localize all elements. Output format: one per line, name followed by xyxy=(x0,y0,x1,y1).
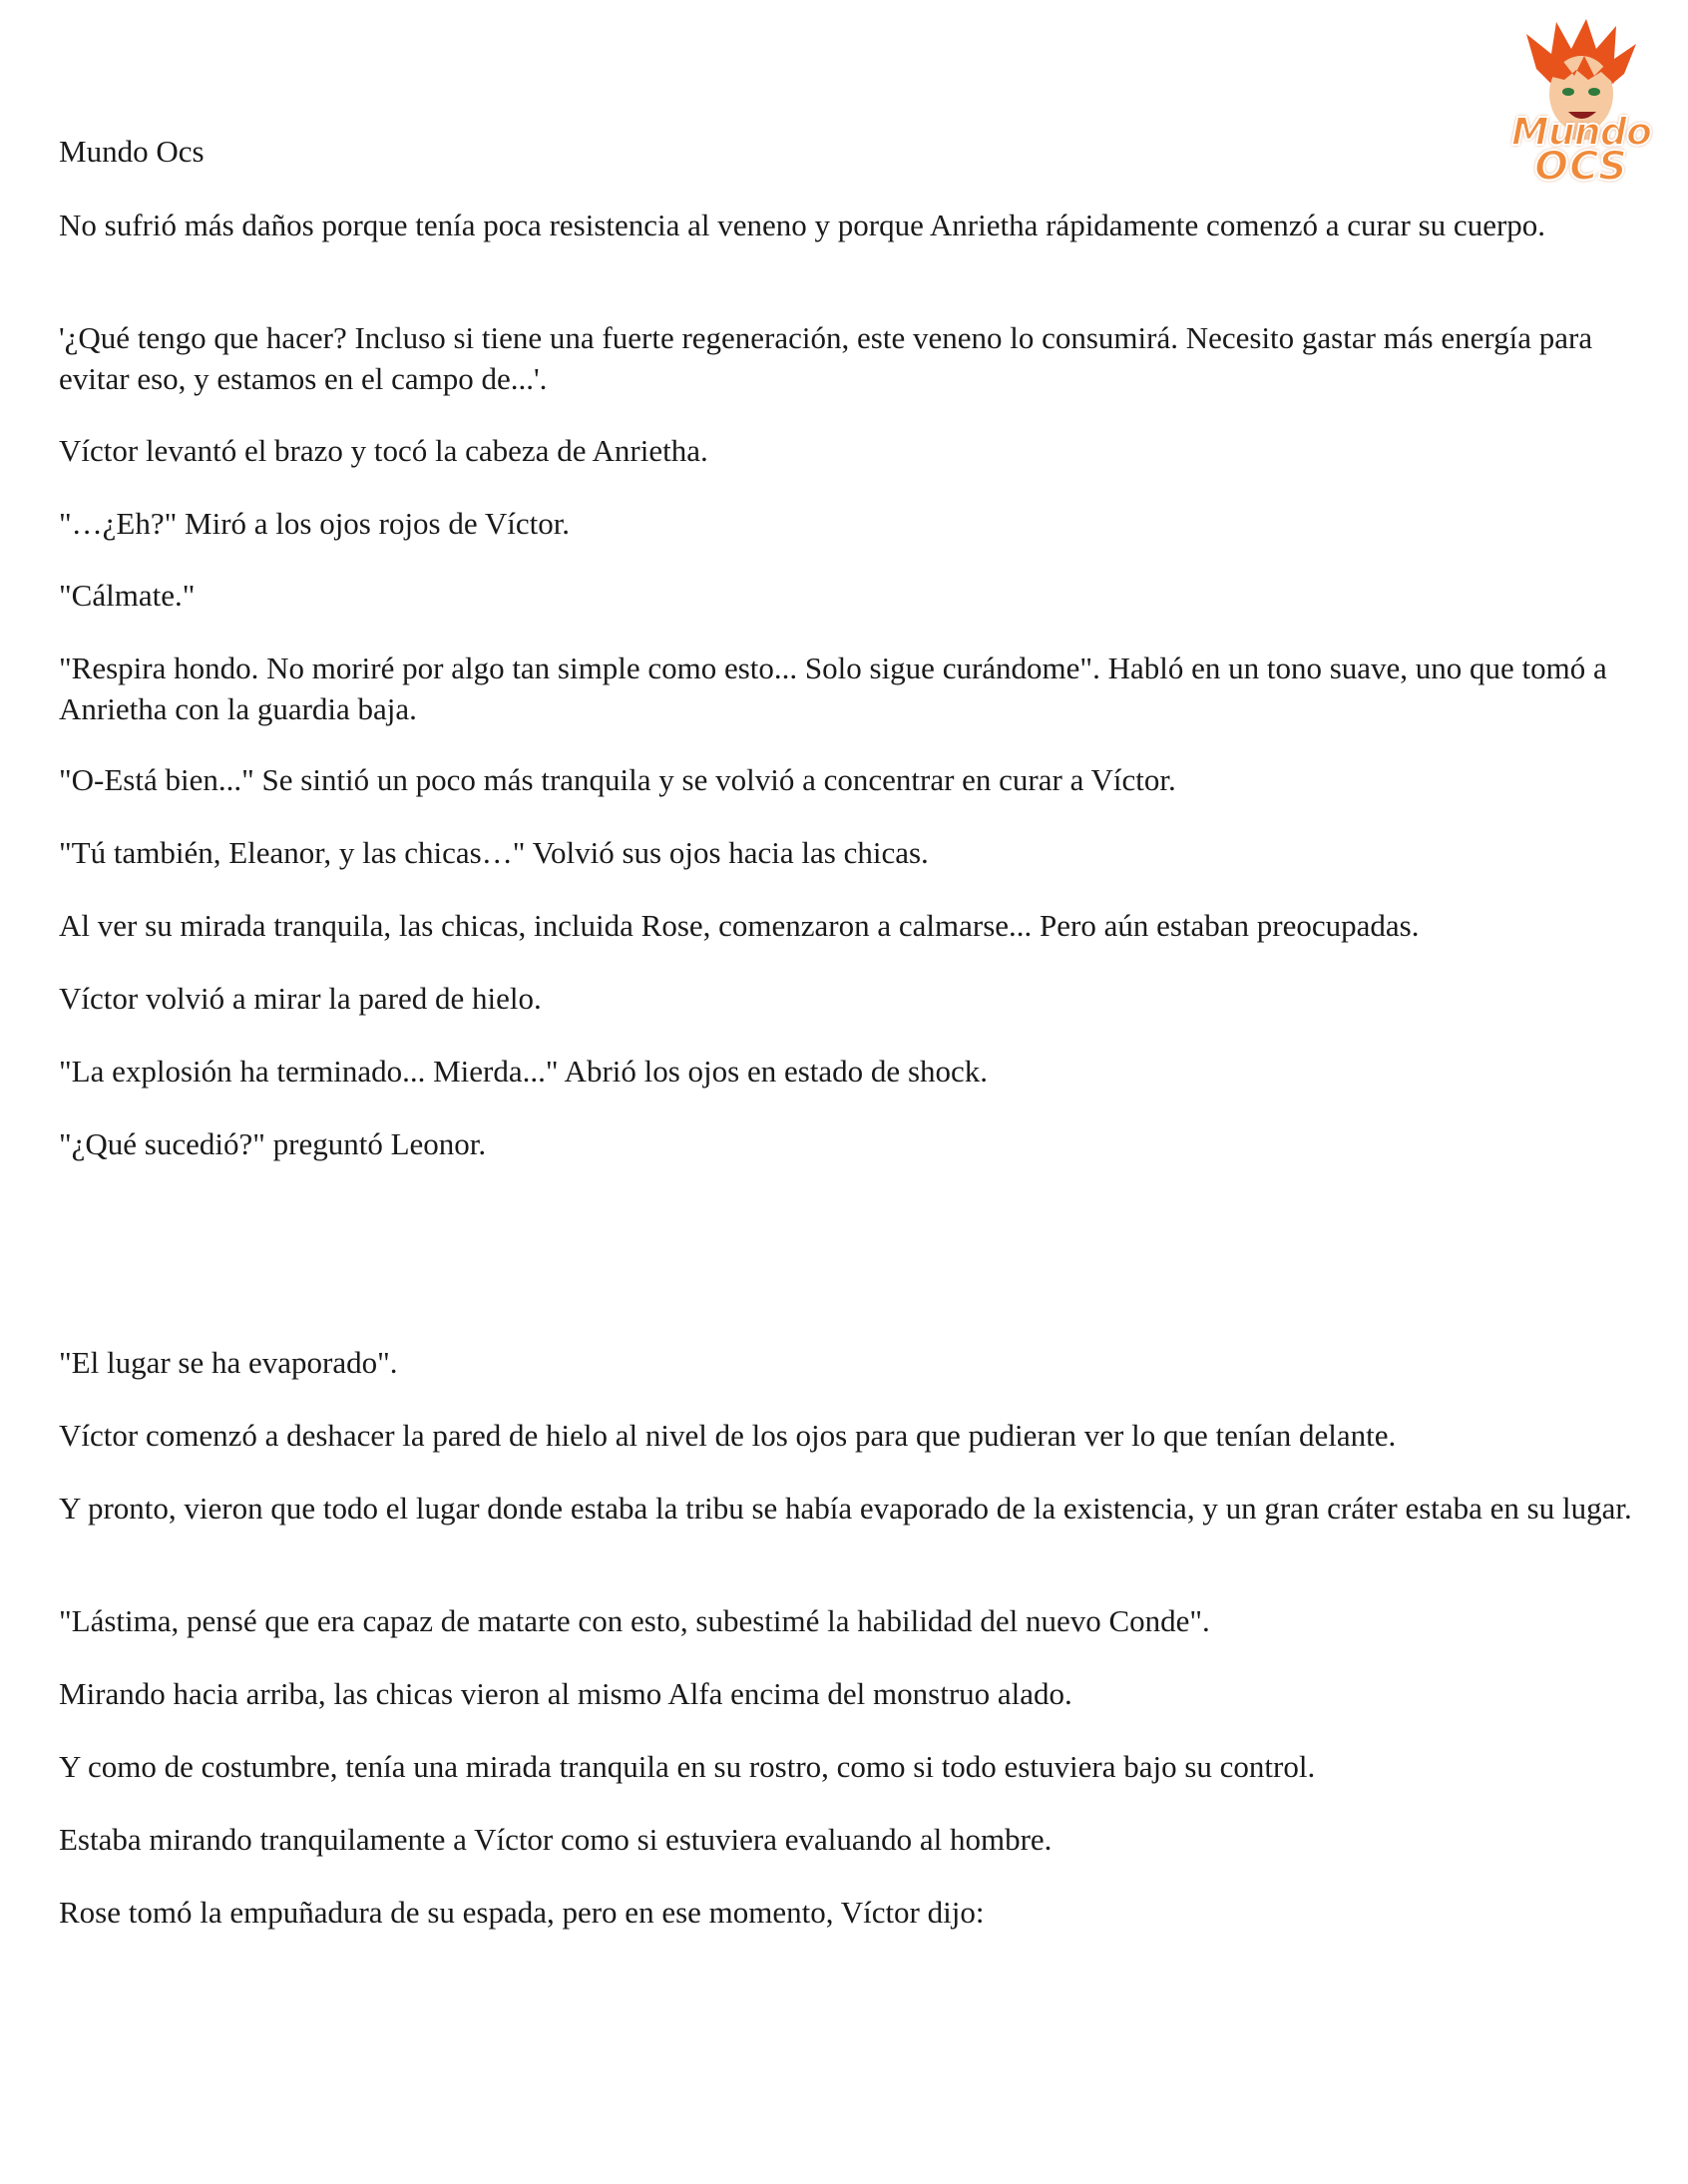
paragraph: Al ver su mirada tranquila, las chicas, incluida Rose, comenzaron a calmarse... Pero aún estaban preocupadas. xyxy=(59,908,1420,943)
paragraph: '¿Qué tengo que hacer? Incluso si tiene una fuerte regeneración, este veneno lo consumirá. Necesito gastar más energía para evitar eso, y estamos en el campo de...'. xyxy=(59,320,1593,396)
paragraph: No sufrió más daños porque tenía poca resistencia al veneno y porque Anrietha rápidamente comenzó a curar su cuerpo. xyxy=(59,208,1546,242)
paragraph: Y pronto, vieron que todo el lugar donde estaba la tribu se había evaporado de la existencia, y un gran cráter estaba en su lugar. xyxy=(59,1491,1632,1526)
paragraph: "Lástima, pensé que era capaz de matarte con esto, subestimé la habilidad del nuevo Conde". xyxy=(59,1603,1210,1638)
paragraph: "Cálmate." xyxy=(59,578,196,613)
page-header-title: Mundo Ocs xyxy=(59,134,205,169)
paragraph: "¿Qué sucedió?" preguntó Leonor. xyxy=(59,1126,487,1161)
logo-text-top: Mundo xyxy=(1510,110,1652,154)
paragraph: "La explosión ha terminado... Mierda..." Abrió los ojos en estado de shock. xyxy=(59,1054,989,1089)
mundo-ocs-logo xyxy=(1496,14,1666,190)
paragraph: "Respira hondo. No moriré por algo tan simple como esto... Solo sigue curándome". Habló en un tono suave, uno que tomó a Anrietha con la guardia baja. xyxy=(59,651,1607,726)
paragraph: Víctor levantó el brazo y tocó la cabeza de Anrietha. xyxy=(59,433,708,468)
paragraph: Mirando hacia arriba, las chicas vieron al mismo Alfa encima del monstruo alado. xyxy=(59,1676,1072,1711)
logo-text-bottom: OCS xyxy=(1534,144,1628,190)
paragraph: "El lugar se ha evaporado". xyxy=(59,1345,398,1380)
paragraph: "Tú también, Eleanor, y las chicas…" Volvió sus ojos hacia las chicas. xyxy=(59,835,929,870)
paragraph: Y como de costumbre, tenía una mirada tranquila en su rostro, como si todo estuviera bajo su control. xyxy=(59,1749,1316,1784)
paragraph: "…¿Eh?" Miró a los ojos rojos de Víctor. xyxy=(59,506,571,541)
paragraph: "O-Está bien..." Se sintió un poco más tranquila y se volvió a concentrar en curar a Víctor. xyxy=(59,762,1176,797)
paragraph: Víctor comenzó a deshacer la pared de hielo al nivel de los ojos para que pudieran ver lo que tenían delante. xyxy=(59,1418,1397,1453)
paragraph: Víctor volvió a mirar la pared de hielo. xyxy=(59,981,542,1016)
paragraph: Rose tomó la empuñadura de su espada, pero en ese momento, Víctor dijo: xyxy=(59,1895,985,1930)
paragraph: Estaba mirando tranquilamente a Víctor como si estuviera evaluando al hombre. xyxy=(59,1822,1053,1857)
